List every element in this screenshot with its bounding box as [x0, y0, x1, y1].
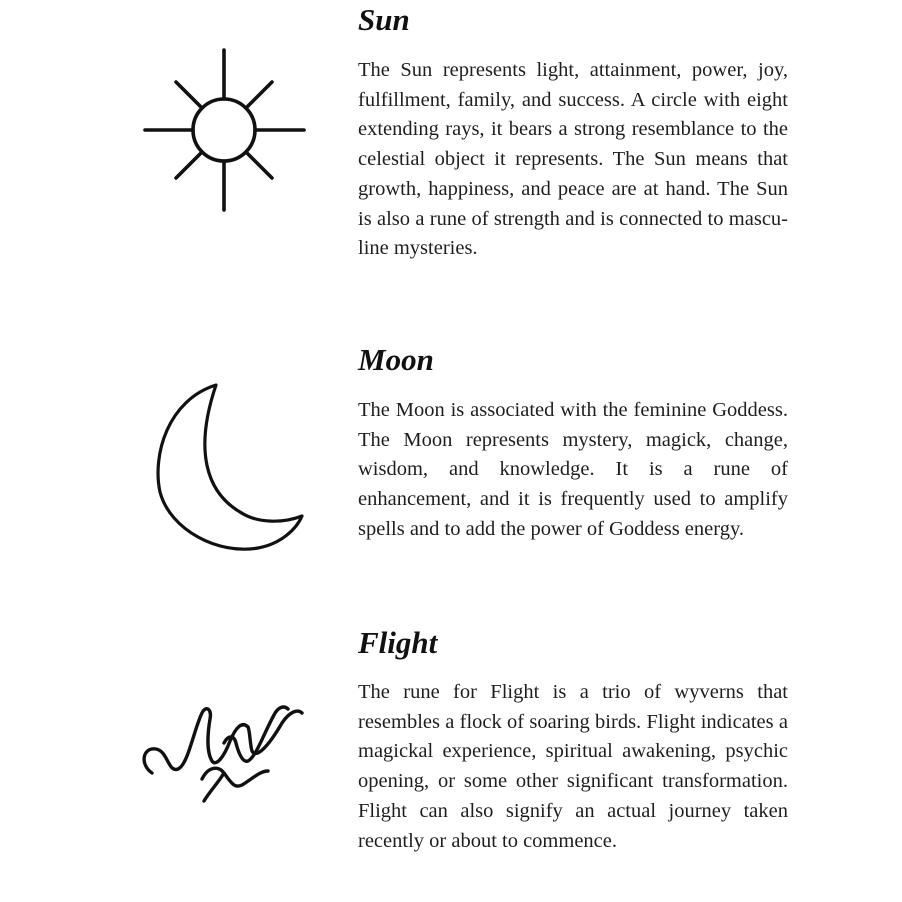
entry-title-flight: Flight: [358, 625, 438, 660]
entry-text-sun: The Sun represents light, attainment, power, joy, fulfillment, family, and success. A circle with eight extending rays, it bears a strong resemblance to the celestial object it represents. The Sun means that growth, happiness, and peace are at hand. The Sun is also a rune of strength and is connected to masculine mysteries.: [358, 59, 788, 260]
entry-text-moon: The Moon is associated with the feminine Goddess. The Moon represents mystery, magick, change, wisdom, and knowledge. It is a rune of enhancement, and it is frequently used to amplify spells and to add the power of Goddess energy.: [358, 399, 788, 540]
rune-entry-moon: [0, 330, 902, 590]
sun-icon: [140, 46, 310, 214]
rune-entry-sun: [0, 0, 902, 300]
entry-title-sun: Sun: [358, 2, 410, 37]
rune-entry-flight: [0, 615, 902, 902]
entry-text-flight: The rune for Flight is a trio of wyverns that resembles a flock of soaring birds. Flight indicates a magickal experience, spiritual awakening, psychic opening, or some other significant transformation. Flight can also signify an actual journey taken recently or about to commence.: [358, 681, 788, 852]
crescent-moon-icon: [148, 380, 312, 556]
flight-wyverns-icon: [138, 673, 310, 805]
entry-title-moon: Moon: [358, 342, 434, 377]
